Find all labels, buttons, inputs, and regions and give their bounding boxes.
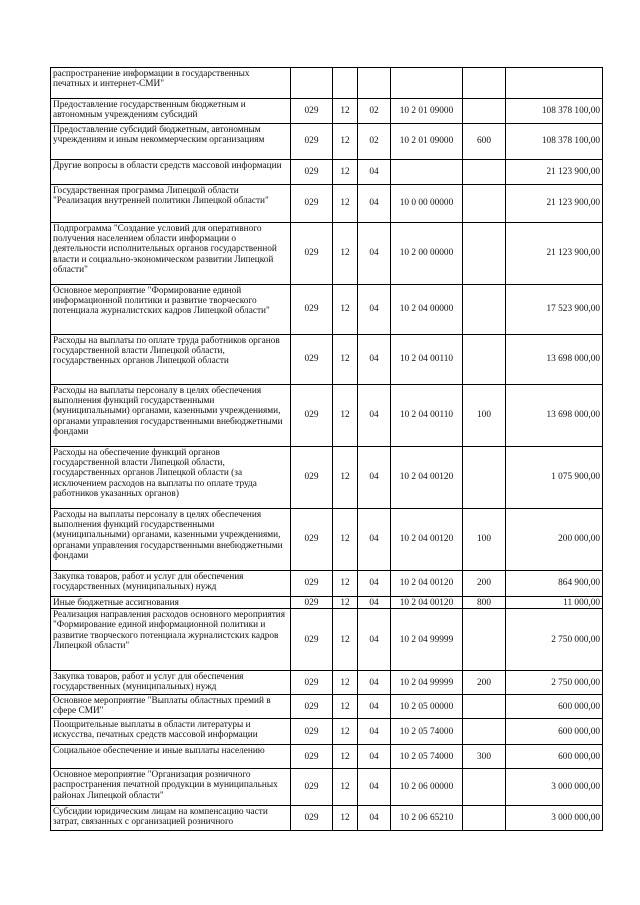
cell-amount: 21 123 900,00 (506, 185, 603, 223)
cell-expense-type: 200 (463, 571, 506, 597)
cell-subsection-code: 04 (358, 509, 391, 571)
cell-target-article: 10 2 01 09000 (391, 124, 463, 160)
table-row (51, 68, 603, 99)
cell-amount: 600 000,00 (506, 719, 603, 745)
table-row (51, 609, 603, 671)
cell-expense-type (463, 609, 506, 671)
cell-target-article: 10 2 04 00120 (391, 597, 463, 609)
cell-section-code: 12 (333, 160, 358, 185)
cell-department-code: 029 (291, 160, 333, 185)
cell-department-code: 029 (291, 99, 333, 124)
cell-subsection-code: 02 (358, 124, 391, 160)
cell-amount: 17 523 900,00 (506, 285, 603, 335)
cell-amount: 1 075 900,00 (506, 447, 603, 509)
cell-department-code: 029 (291, 745, 333, 769)
cell-expense-type (463, 806, 506, 831)
table-row (51, 285, 603, 335)
cell-target-article: 10 2 05 00000 (391, 695, 463, 719)
cell-department-code: 029 (291, 806, 333, 831)
cell-department-code: 029 (291, 769, 333, 806)
cell-amount: 108 378 100,00 (506, 99, 603, 124)
table-row (51, 185, 603, 223)
budget-table-body (51, 68, 603, 831)
cell-target-article: 10 2 04 00000 (391, 285, 463, 335)
table-row (51, 719, 603, 745)
cell-subsection-code: 04 (358, 695, 391, 719)
cell-name: Основное мероприятие "Формирование единой информационной политики и развитие творческого потенциала журналистских кадров Липецкой области" (51, 285, 291, 335)
cell-expense-type (463, 99, 506, 124)
cell-subsection-code: 04 (358, 223, 391, 285)
cell-department-code: 029 (291, 609, 333, 671)
cell-amount: 2 750 000,00 (506, 609, 603, 671)
cell-amount: 13 698 000,00 (506, 335, 603, 385)
cell-amount: 600 000,00 (506, 695, 603, 719)
cell-target-article (391, 68, 463, 99)
cell-expense-type (463, 160, 506, 185)
cell-section-code: 12 (333, 769, 358, 806)
table-row (51, 769, 603, 806)
cell-section-code: 12 (333, 447, 358, 509)
cell-department-code: 029 (291, 597, 333, 609)
cell-name: Субсидии юридическим лицам на компенсацию части затрат, связанных с организацией розничного (51, 806, 291, 831)
cell-amount: 3 000 000,00 (506, 769, 603, 806)
cell-name: Иные бюджетные ассигнования (51, 597, 291, 609)
cell-section-code: 12 (333, 597, 358, 609)
cell-expense-type (463, 223, 506, 285)
cell-section-code: 12 (333, 719, 358, 745)
cell-section-code: 12 (333, 285, 358, 335)
cell-subsection-code (358, 68, 391, 99)
cell-section-code: 12 (333, 571, 358, 597)
cell-name: Реализация направления расходов основного мероприятия "Формирование единой информационной политики и развитие творческого потенциала журналистских кадров Липецкой области" (51, 609, 291, 671)
cell-section-code: 12 (333, 695, 358, 719)
cell-section-code: 12 (333, 509, 358, 571)
cell-name: распространение информации в государственных печатных и интернет-СМИ" (51, 68, 291, 99)
cell-amount: 11 000,00 (506, 597, 603, 609)
cell-subsection-code: 04 (358, 335, 391, 385)
cell-amount: 864 900,00 (506, 571, 603, 597)
cell-department-code: 029 (291, 509, 333, 571)
table-row (51, 745, 603, 769)
cell-expense-type (463, 68, 506, 99)
cell-name: Подпрограмма "Создание условий для оперативного получения населением области информации о деятельности исполнительных органов государственной власти и социально-экономическом развитии Липецкой области" (51, 223, 291, 285)
cell-name: Закупка товаров, работ и услуг для обеспечения государственных (муниципальных) нужд (51, 671, 291, 695)
cell-subsection-code: 04 (358, 385, 391, 447)
cell-name: Расходы на выплаты по оплате труда работников органов государственной власти Липецкой области, государственных органов Липецкой области (51, 335, 291, 385)
cell-target-article: 10 2 05 74000 (391, 719, 463, 745)
cell-name: Государственная программа Липецкой области "Реализация внутренней политики Липецкой области" (51, 185, 291, 223)
cell-name: Закупка товаров, работ и услуг для обеспечения государственных (муниципальных) нужд (51, 571, 291, 597)
cell-subsection-code: 02 (358, 99, 391, 124)
cell-department-code: 029 (291, 285, 333, 335)
cell-subsection-code: 04 (358, 719, 391, 745)
cell-expense-type (463, 185, 506, 223)
cell-target-article: 10 2 04 99999 (391, 609, 463, 671)
cell-subsection-code: 04 (358, 571, 391, 597)
cell-expense-type (463, 335, 506, 385)
cell-target-article: 10 2 04 00120 (391, 447, 463, 509)
cell-name: Поощрительные выплаты в области литературы и искусства, печатных средств массовой информации (51, 719, 291, 745)
cell-section-code: 12 (333, 806, 358, 831)
cell-subsection-code: 04 (358, 769, 391, 806)
cell-target-article: 10 2 01 09000 (391, 99, 463, 124)
cell-expense-type: 200 (463, 671, 506, 695)
cell-amount: 200 000,00 (506, 509, 603, 571)
cell-section-code: 12 (333, 745, 358, 769)
cell-department-code: 029 (291, 385, 333, 447)
cell-expense-type (463, 719, 506, 745)
cell-name: Основное мероприятие "Выплаты областных премий в сфере СМИ" (51, 695, 291, 719)
cell-amount: 600 000,00 (506, 745, 603, 769)
cell-target-article: 10 2 00 00000 (391, 223, 463, 285)
cell-target-article: 10 2 04 00120 (391, 509, 463, 571)
cell-department-code: 029 (291, 185, 333, 223)
cell-expense-type (463, 285, 506, 335)
cell-subsection-code: 04 (358, 806, 391, 831)
cell-target-article: 10 2 04 00120 (391, 571, 463, 597)
cell-section-code: 12 (333, 385, 358, 447)
cell-expense-type: 100 (463, 509, 506, 571)
cell-amount (506, 68, 603, 99)
table-row (51, 99, 603, 124)
cell-name: Предоставление государственным бюджетным и автономным учреждениям субсидий (51, 99, 291, 124)
cell-name: Другие вопросы в области средств массовой информации (51, 160, 291, 185)
cell-subsection-code: 04 (358, 185, 391, 223)
cell-target-article: 10 2 04 99999 (391, 671, 463, 695)
cell-section-code (333, 68, 358, 99)
cell-amount: 2 750 000,00 (506, 671, 603, 695)
cell-subsection-code: 04 (358, 745, 391, 769)
cell-department-code: 029 (291, 223, 333, 285)
cell-expense-type: 100 (463, 385, 506, 447)
table-row (51, 160, 603, 185)
cell-section-code: 12 (333, 671, 358, 695)
cell-subsection-code: 04 (358, 160, 391, 185)
cell-target-article: 10 0 00 00000 (391, 185, 463, 223)
cell-section-code: 12 (333, 124, 358, 160)
table-row (51, 223, 603, 285)
cell-department-code: 029 (291, 719, 333, 745)
cell-name: Социальное обеспечение и иные выплаты населению (51, 745, 291, 769)
budget-table (50, 67, 603, 831)
cell-expense-type: 300 (463, 745, 506, 769)
table-row (51, 671, 603, 695)
table-row (51, 447, 603, 509)
cell-subsection-code: 04 (358, 671, 391, 695)
cell-subsection-code: 04 (358, 285, 391, 335)
cell-name: Расходы на выплаты персоналу в целях обеспечения выполнения функций государственными (муниципальными) органами, казенными учреждениями, органами управления государственными внебюджетными фондами (51, 509, 291, 571)
cell-department-code: 029 (291, 335, 333, 385)
cell-expense-type: 800 (463, 597, 506, 609)
cell-expense-type (463, 447, 506, 509)
cell-department-code: 029 (291, 124, 333, 160)
cell-name: Расходы на выплаты персоналу в целях обеспечения выполнения функций государственными (муниципальными) органами, казенными учреждениями, органами управления государственными внебюджетными фондами (51, 385, 291, 447)
cell-target-article (391, 160, 463, 185)
cell-section-code: 12 (333, 99, 358, 124)
cell-target-article: 10 2 06 65210 (391, 806, 463, 831)
cell-department-code: 029 (291, 447, 333, 509)
table-row (51, 597, 603, 609)
cell-name: Расходы на обеспечение функций органов государственной власти Липецкой области, государственных органов Липецкой области (за исключением расходов на выплаты по оплате труда работников указанных органов) (51, 447, 291, 509)
cell-department-code: 029 (291, 571, 333, 597)
cell-target-article: 10 2 06 00000 (391, 769, 463, 806)
cell-expense-type: 600 (463, 124, 506, 160)
cell-amount: 21 123 900,00 (506, 160, 603, 185)
cell-name: Основное мероприятие "Организация розничного распространения печатной продукции в муниципальных районах Липецкой области" (51, 769, 291, 806)
cell-target-article: 10 2 05 74000 (391, 745, 463, 769)
cell-target-article: 10 2 04 00110 (391, 335, 463, 385)
cell-section-code: 12 (333, 223, 358, 285)
cell-subsection-code: 04 (358, 447, 391, 509)
table-row (51, 571, 603, 597)
table-row (51, 385, 603, 447)
table-row (51, 509, 603, 571)
cell-amount: 3 000 000,00 (506, 806, 603, 831)
cell-name: Предоставление субсидий бюджетным, автономным учреждениям и иным некоммерческим организациям (51, 124, 291, 160)
cell-section-code: 12 (333, 185, 358, 223)
cell-subsection-code: 04 (358, 609, 391, 671)
table-row (51, 806, 603, 831)
cell-expense-type (463, 695, 506, 719)
table-row (51, 335, 603, 385)
cell-department-code (291, 68, 333, 99)
cell-amount: 108 378 100,00 (506, 124, 603, 160)
cell-department-code: 029 (291, 695, 333, 719)
cell-amount: 21 123 900,00 (506, 223, 603, 285)
cell-subsection-code: 04 (358, 597, 391, 609)
cell-section-code: 12 (333, 335, 358, 385)
table-row (51, 124, 603, 160)
cell-amount: 13 698 000,00 (506, 385, 603, 447)
cell-section-code: 12 (333, 609, 358, 671)
cell-expense-type (463, 769, 506, 806)
cell-target-article: 10 2 04 00110 (391, 385, 463, 447)
cell-department-code: 029 (291, 671, 333, 695)
table-row (51, 695, 603, 719)
